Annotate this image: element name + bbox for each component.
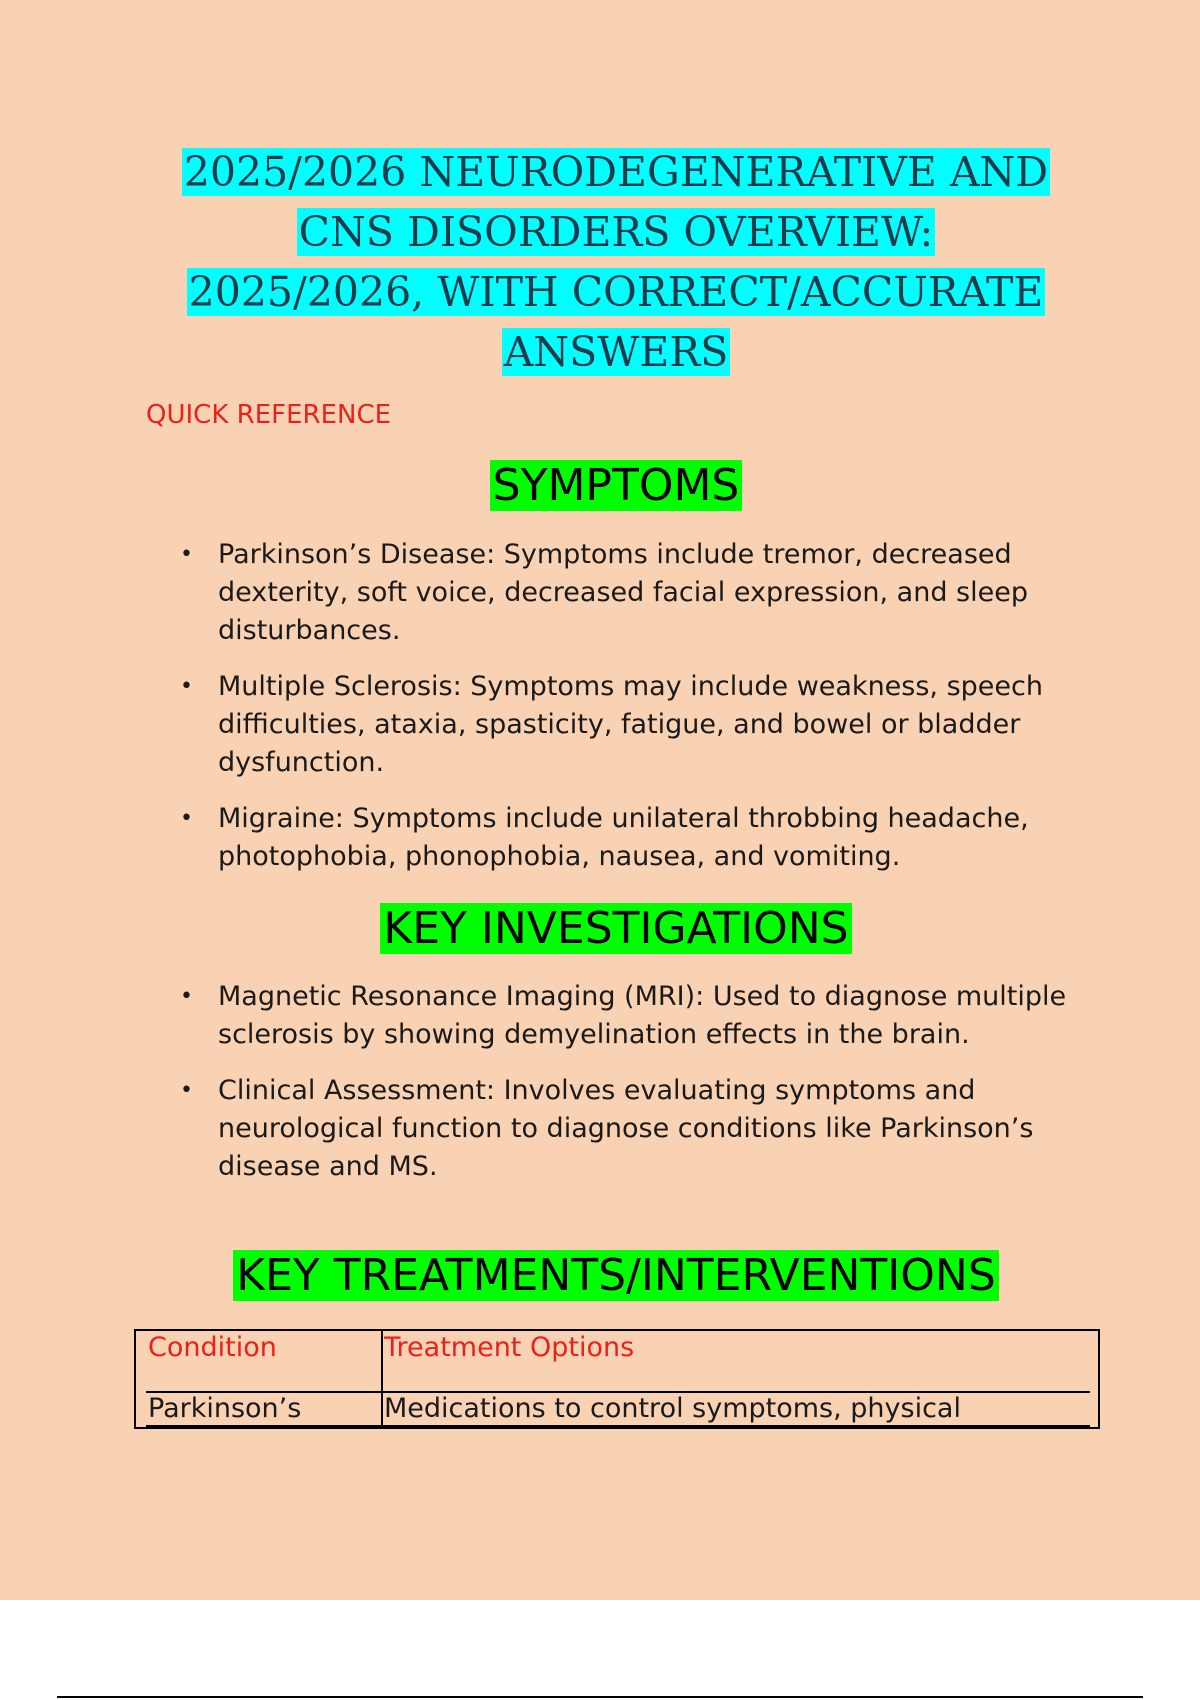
- bullet-icon: •: [180, 806, 193, 831]
- table-header-condition: Condition: [148, 1332, 277, 1363]
- treatments-table: [134, 1329, 1100, 1429]
- title-line: ANSWERS: [503, 328, 729, 376]
- title-line: 2025/2026 NEURODEGENERATIVE AND: [183, 148, 1049, 196]
- symptoms-heading: [120, 458, 1112, 514]
- list-item-text: Clinical Assessment: Involves evaluating symptoms and neurological function to diagnose conditions like Parkinson’s disease and MS.: [218, 1075, 1034, 1182]
- symptoms-heading-text: SYMPTOMS: [490, 460, 743, 511]
- title-line: 2025/2026, WITH CORRECT/ACCURATE: [188, 268, 1044, 316]
- treatments-heading: [120, 1248, 1112, 1304]
- table-cell-treatment: Medications to control symptoms, physical: [384, 1393, 961, 1424]
- list-item-text: Magnetic Resonance Imaging (MRI): Used to diagnose multiple sclerosis by showing demyelination effects in the brain.: [218, 981, 1067, 1050]
- list-item: [178, 1072, 1098, 1186]
- bullet-icon: •: [180, 674, 193, 699]
- symptoms-list: [178, 536, 1098, 894]
- investigations-heading: [120, 901, 1112, 957]
- investigations-list: [178, 978, 1098, 1204]
- list-item: [178, 536, 1098, 650]
- list-item-text: Parkinson’s Disease: Symptoms include tremor, decreased dexterity, soft voice, decreased facial expression, and sleep disturbances.: [218, 539, 1028, 646]
- list-item: [178, 800, 1098, 876]
- table-header-treatment: Treatment Options: [384, 1332, 635, 1363]
- footer-rule: [57, 1696, 1143, 1698]
- title-line: CNS DISORDERS OVERVIEW:: [298, 208, 934, 256]
- quick-reference-label: QUICK REFERENCE: [146, 400, 392, 430]
- treatments-heading-text: KEY TREATMENTS/INTERVENTIONS: [233, 1250, 999, 1301]
- list-item-text: Multiple Sclerosis: Symptoms may include weakness, speech difficulties, ataxia, spasticity, fatigue, and bowel or bladder dysfunction.: [218, 671, 1043, 778]
- table-cell-condition: Parkinson’s: [148, 1393, 302, 1424]
- list-item-text: Migraine: Symptoms include unilateral throbbing headache, photophobia, phonophobia, nausea, and vomiting.: [218, 803, 1029, 872]
- table-column-divider: [381, 1331, 383, 1427]
- document-title: [120, 142, 1112, 382]
- bullet-icon: •: [180, 1078, 193, 1103]
- list-item: [178, 978, 1098, 1054]
- investigations-heading-text: KEY INVESTIGATIONS: [380, 903, 851, 954]
- list-item: [178, 668, 1098, 782]
- bullet-icon: •: [180, 542, 193, 567]
- bullet-icon: •: [180, 984, 193, 1009]
